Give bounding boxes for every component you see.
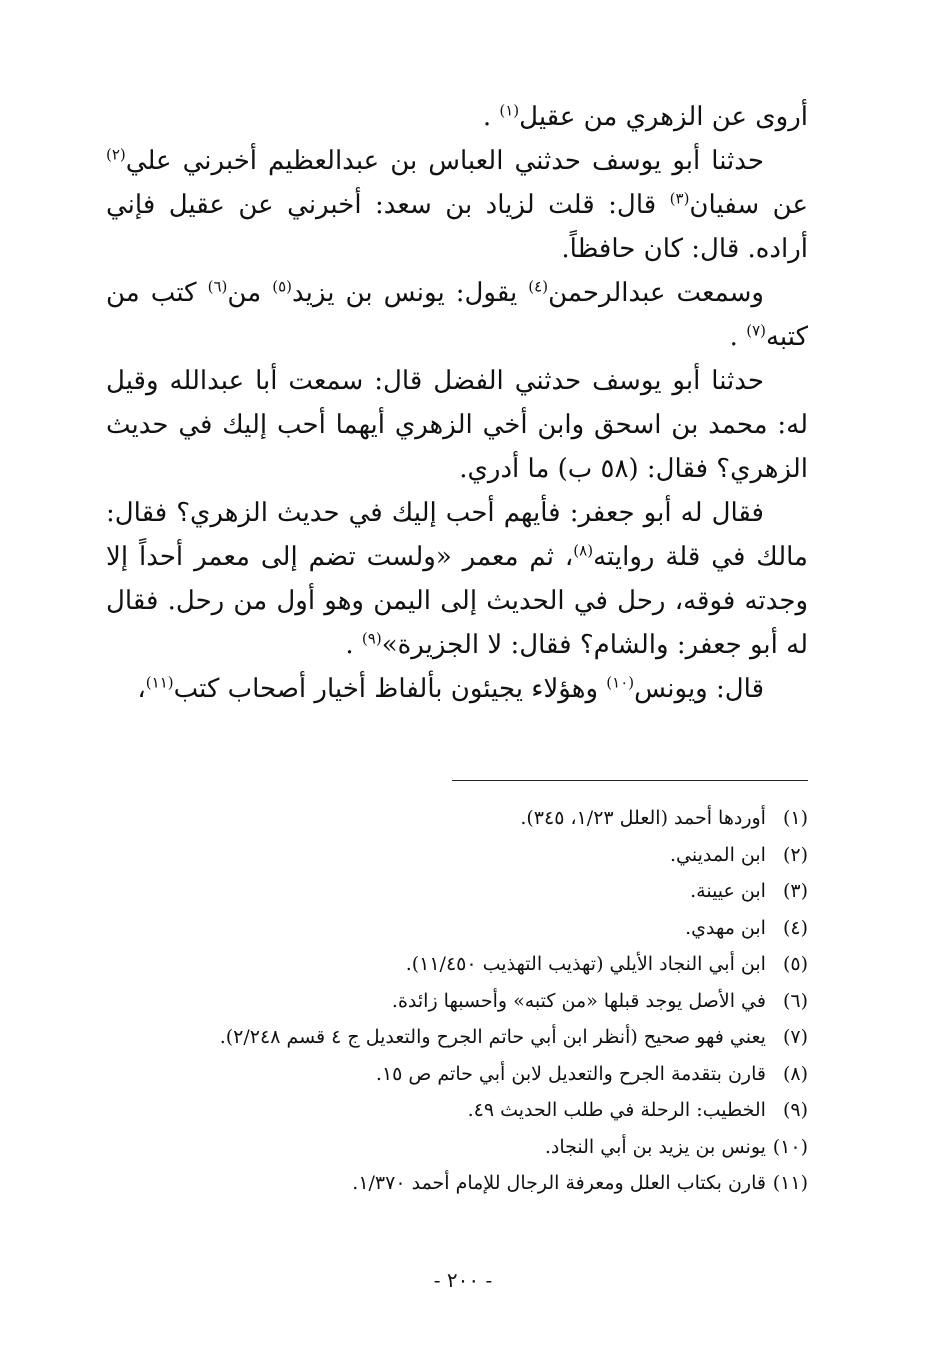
footnote-marker: (٤): [528, 277, 549, 296]
paragraph-text: كتب من كتبه: [106, 278, 808, 352]
footnote-number: (٣): [782, 880, 808, 902]
paragraph-text: وهؤلاء يجيئون بألفاظ أخيار أصحاب كتب: [173, 674, 607, 704]
footnote-marker: (٧): [746, 321, 766, 340]
paragraph-text: قال: ويونس: [634, 674, 764, 704]
paragraph-text: حدثنا أبو يوسف حدثني الفضل قال: سمعت أبا عبدالله وقيل له: محمد بن اسحق وابن أخي الزهري أيهما أحب إليك في حديث الزهري؟ فقال: (٥٨ ب) ما أدري.: [106, 366, 808, 484]
footnote-number: (١١): [772, 1172, 808, 1194]
footnote-text: قارن بتقدمة الجرح والتعديل لابن أبي حاتم ص ١٥.: [375, 1062, 766, 1085]
paragraph: [106, 271, 808, 359]
paragraph-text: فقال له أبو جعفر: فأيهم أحب إليك في حديث الزهري؟ فقال: مالك في قلة روايته: [106, 498, 808, 572]
footnote: [110, 873, 808, 910]
paragraph-text: وسمعت عبدالرحمن: [548, 278, 764, 308]
footnote-separator: [452, 780, 808, 781]
footnote-marker: (١): [499, 101, 520, 120]
footnote-text: ابن أبي النجاد الأيلي (تهذيب التهذيب ١١/٤٥٠).: [405, 953, 766, 975]
footnote: [110, 983, 808, 1020]
footnote-marker: (٨): [573, 541, 594, 560]
footnote-text: يعني فهو صحيح (أنظر ابن أبي حاتم الجرح والتعديل ج ٤ قسم ٢/٢٤٨).: [219, 1026, 766, 1048]
footnote-text: ابن المديني.: [669, 843, 766, 866]
paragraph: [106, 359, 808, 491]
footnote-marker: (٢): [106, 145, 126, 164]
footnotes-list: [110, 800, 808, 1202]
paragraph: [106, 491, 808, 667]
footnote-marker: (٦): [207, 277, 228, 296]
paragraph: [106, 139, 808, 271]
paragraph-text: ، ثم معمر «ولست تضم إلى معمر أحداً إلا وجدته فوقه، رحل في الحديث إلى اليمن وهو أول من رحل. فقال له أبو جعفر: والشام؟ فقال: لا الجزيرة»: [106, 542, 808, 660]
footnote-number: (٥): [782, 953, 808, 975]
footnote-number: (٢): [782, 843, 808, 866]
footnote-marker: (٩): [361, 629, 382, 648]
footnote: [110, 1092, 808, 1129]
footnote-marker: (٥): [272, 277, 292, 296]
paragraph-text: عن سفيان: [689, 190, 808, 220]
footnote-number: (٤): [782, 916, 808, 939]
paragraph-text: حدثنا أبو يوسف حدثني العباس بن عبدالعظيم أخبرني علي: [125, 146, 764, 176]
paragraph-text: .: [345, 630, 362, 660]
footnote-number: (٦): [782, 989, 808, 1012]
footnote-text: قارن بكتاب العلل ومعرفة الرجال للإمام أحمد ١/٣٧٠.: [352, 1172, 766, 1194]
footnote-text: في الأصل يوجد قبلها «من كتبه» وأحسبها زائدة.: [391, 989, 766, 1012]
footnote: [110, 946, 808, 983]
footnote-marker: (١٠): [606, 673, 635, 692]
page-number: - ٢٠٠ -: [433, 1268, 493, 1292]
paragraph-text: .: [482, 102, 500, 132]
footnote-number: (٨): [782, 1062, 808, 1085]
footnote-number: (١٠): [772, 1135, 808, 1158]
paragraph-text: ،: [137, 674, 146, 704]
paragraph-text: أروى عن الزهري من عقيل: [519, 102, 808, 132]
paragraph-text: يقول: يونس بن يزيد: [291, 278, 529, 308]
footnote: [110, 1056, 808, 1093]
footnote: [110, 800, 808, 837]
footnote-number: (١): [782, 807, 808, 829]
footnote: [110, 837, 808, 874]
footnote-number: (٩): [782, 1099, 808, 1121]
footnote-marker: (٣): [669, 189, 690, 208]
footnote-text: ابن عيينة.: [690, 880, 766, 902]
paragraph: [106, 667, 808, 711]
main-text: [106, 95, 808, 711]
paragraph-text: من: [227, 278, 273, 308]
footnote: [110, 1165, 808, 1202]
footnote: [110, 1019, 808, 1056]
footnote-marker: (١١): [145, 673, 174, 692]
footnote-text: ابن مهدي.: [685, 916, 766, 939]
paragraph-text: قال: قلت لزياد بن سعد: أخبرني عن عقيل فإني أراده. قال: كان حافظاً.: [106, 190, 808, 264]
footnote: [110, 910, 808, 947]
footnote: [110, 1129, 808, 1166]
paragraph: [106, 95, 808, 139]
footnote-text: أوردها أحمد (العلل ١/٢٣، ٣٤٥).: [520, 807, 766, 829]
footnote-text: يونس بن يزيد بن أبي النجاد.: [544, 1135, 766, 1158]
footnote-text: الخطيب: الرحلة في طلب الحديث ٤٩.: [467, 1099, 766, 1121]
footnote-number: (٧): [782, 1026, 808, 1048]
paragraph-text: .: [729, 322, 747, 352]
